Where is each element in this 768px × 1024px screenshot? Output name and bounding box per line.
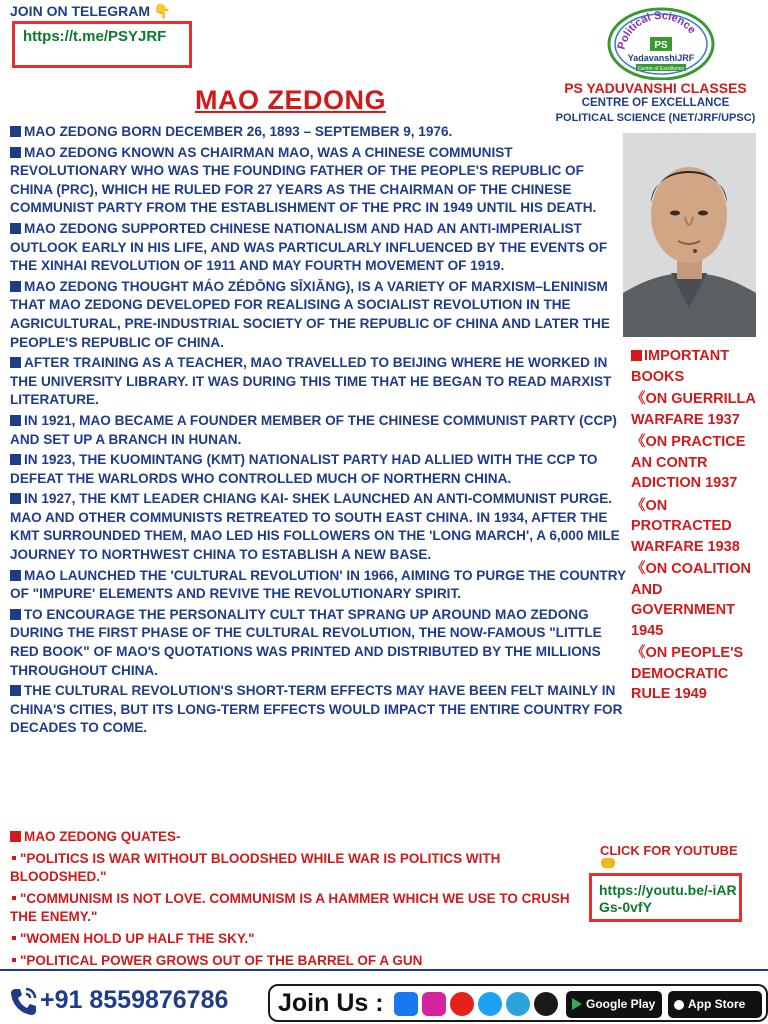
play-icon xyxy=(571,997,583,1011)
page-title: MAO ZEDONG xyxy=(195,85,386,115)
instagram-icon[interactable] xyxy=(422,992,446,1016)
book-item: 《ON GUERRILLA WARFARE 1937 xyxy=(631,391,756,428)
paragraph: MAO ZEDONG THOUGHT MÁO ZÉDŌNG SĪXIĂNG), IS A VARIETY OF MARXISM–LENINISM THAT MAO ZEDONG DEVELOPED FOR REALISING A SOCIALIST REVOLUTION IN THE AGRICULTURAL, PRE-INDUSTRIAL SOCIETY OF THE REPUBLIC OF CHINA AND LATER THE PEOPLE'S REPUBLIC OF CHINA. xyxy=(10,278,610,350)
facebook-icon[interactable] xyxy=(394,992,418,1016)
square-bullet-icon xyxy=(10,831,21,842)
footer xyxy=(0,980,768,1024)
telegram-label: JOIN ON TELEGRAM 👇 xyxy=(10,3,172,19)
books-heading: IMPORTANT BOOKS xyxy=(631,348,730,385)
square-bullet-icon xyxy=(10,493,21,504)
square-bullet-icon xyxy=(10,570,21,581)
book-item: 《ON COALITION AND GOVERNMENT 1945 xyxy=(631,561,752,639)
square-bullet-icon xyxy=(10,609,21,620)
paragraph: IN 1927, THE KMT LEADER CHIANG KAI- SHEK LAUNCHED AN ANTI-COMMUNIST PURGE. MAO AND OTHER COMMUNISTS RETREATED TO SOUTH EAST CHINA. IN 1934, AFTER THE KMT SURROUNDED THEM, MAO LED HIS FOLLOWERS ON THE 'LONG MARCH', A 6,000 MILE JOURNEY TO NORTHWEST CHINA TO ESTABLISH A NEW BASE. xyxy=(10,491,620,563)
join-us-bar xyxy=(268,984,768,1022)
pointing-down-icon xyxy=(601,858,615,868)
logo-tagline: Centre of Excellence xyxy=(637,66,685,72)
youtube-label: CLICK FOR YOUTUBE xyxy=(600,843,738,858)
square-bullet-icon xyxy=(10,685,21,696)
footer-divider xyxy=(0,969,768,971)
square-bullet-icon xyxy=(10,415,21,426)
paragraph: THE CULTURAL REVOLUTION'S SHORT-TERM EFFECTS MAY HAVE BEEN FELT MAINLY IN CHINA'S CITIES, BUT ITS LONG-TERM EFFECTS WOULD IMPACT THE ENTIRE COUNTRY FOR DECADES TO COME. xyxy=(10,683,623,736)
paragraph: MAO ZEDONG SUPPORTED CHINESE NATIONALISM AND HAD AN ANTI-IMPERIALIST OUTLOOK EARLY IN HIS LIFE, AND WAS PARTICULARLY INFLUENCED BY THE EVENTS OF THE XINHAI REVOLUTION OF 1911 AND MAY FOURTH MOVEMENT OF 1919. xyxy=(10,220,608,274)
paragraph: TO ENCOURAGE THE PERSONALITY CULT THAT SPRANG UP AROUND MAO ZEDONG DURING THE FIRST PHASE OF THE CULTURAL REVOLUTION, THE NOW-FAMOUS "LITTLE RED BOOK" OF MAO'S QUOTATIONS WAS PRINTED AND DISTRIBUTED BY THE MILLIONS THROUGHOUT CHINA. xyxy=(10,606,602,678)
square-bullet-icon xyxy=(10,454,21,465)
phone-icon xyxy=(8,985,38,1017)
paragraph: IN 1921, MAO BECAME A FOUNDER MEMBER OF THE CHINESE COMMUNIST PARTY (CCP) AND SET UP A BRANCH IN HUNAN. xyxy=(10,412,617,447)
phone-number[interactable]: +91 8559876786 xyxy=(40,986,229,1014)
book-item: 《ON PEOPLE'S DEMOCRATIC RULE 1949 xyxy=(631,645,744,702)
app-store-badge[interactable]: App Store xyxy=(668,991,762,1018)
quote-item: "COMMUNISM IS NOT LOVE. COMMUNISM IS A HAMMER WHICH WE USE TO CRUSH THE ENEMY." xyxy=(10,891,570,924)
web-icon[interactable] xyxy=(534,992,558,1016)
telegram-link[interactable]: https://t.me/PSYJRF xyxy=(23,28,167,45)
square-bullet-icon xyxy=(10,126,21,137)
quote-item: "WOMEN HOLD UP HALF THE SKY." xyxy=(10,930,590,948)
paragraph: MAO ZEDONG KNOWN AS CHAIRMAN MAO, WAS A CHINESE COMMUNIST REVOLUTIONARY WHO WAS THE FOUNDING FATHER OF THE PEOPLE'S REPUBLIC OF CHINA (PRC), WHICH HE RULED FOR 27 YEARS AS THE CHAIRMAN OF THE CHINESE COMMUNIST PARTY FROM THE ESTABLISHMENT OF THE PRC IN 1949 UNTIL HIS DEATH. xyxy=(10,144,597,216)
dot-bullet-icon xyxy=(12,856,16,860)
apple-icon xyxy=(673,997,685,1011)
mao-portrait xyxy=(623,133,756,337)
youtube-link[interactable]: https://youtu.be/-iARGs-0vfY xyxy=(599,882,737,915)
book-item: 《ON PRACTICE AN CONTR ADICTION 1937 xyxy=(631,434,746,491)
square-bullet-icon xyxy=(10,223,21,234)
youtube-icon[interactable] xyxy=(450,992,474,1016)
main-content xyxy=(10,123,626,740)
telegram-link-box[interactable] xyxy=(12,21,192,68)
logo-initials: PS xyxy=(654,40,668,51)
dot-bullet-icon xyxy=(12,896,16,900)
logo-arc-text: Political Science xyxy=(615,9,698,51)
org-subtitle: CENTRE OF EXCELLANCE xyxy=(581,97,730,109)
important-books xyxy=(631,346,767,705)
org-name: PS YADUVANSHI CLASSES xyxy=(564,80,747,96)
paragraph: MAO LAUNCHED THE 'CULTURAL REVOLUTION' IN 1966, AIMING TO PURGE THE COUNTRY OF "IMPURE' ELEMENTS AND REVIVE THE REVOLUTIONARY SPIRIT. xyxy=(10,567,626,602)
square-bullet-icon xyxy=(10,147,21,158)
quote-item: "POLITICS IS WAR WITHOUT BLOODSHED WHILE WAR IS POLITICS WITH BLOODSHED." xyxy=(10,851,501,884)
pointing-down-icon: 👇 xyxy=(153,3,172,19)
square-bullet-icon xyxy=(10,357,21,368)
google-play-badge[interactable]: Google Play xyxy=(566,991,662,1018)
dot-bullet-icon xyxy=(12,936,16,940)
org-department: POLITICAL SCIENCE (NET/JRF/UPSC) xyxy=(555,112,756,124)
youtube-link-box[interactable] xyxy=(589,873,742,922)
paragraph: AFTER TRAINING AS A TEACHER, MAO TRAVELLED TO BEIJING WHERE HE WORKED IN THE UNIVERSITY LIBRARY. IT WAS DURING THIS TIME THAT HE BEGAN TO READ MARXIST LITERATURE. xyxy=(10,355,612,408)
square-bullet-icon xyxy=(631,350,642,361)
book-item: 《ON PROTRACTED WARFARE 1938 xyxy=(631,497,740,555)
dot-bullet-icon xyxy=(12,958,16,962)
square-bullet-icon xyxy=(10,281,21,292)
telegram-icon[interactable] xyxy=(506,992,530,1016)
quote-item: "POLITICAL POWER GROWS OUT OF THE BARREL OF A GUN xyxy=(10,952,590,970)
ps-logo xyxy=(606,4,716,80)
twitter-icon[interactable] xyxy=(478,992,502,1016)
join-us-label: Join Us : xyxy=(278,989,384,1017)
quotes-heading: MAO ZEDONG QUATES- xyxy=(10,828,590,846)
paragraph: MAO ZEDONG BORN DECEMBER 26, 1893 – SEPTEMBER 9, 1976. xyxy=(10,123,626,142)
quotes-section xyxy=(10,828,590,974)
logo-brand: YadavanshiJRF xyxy=(627,53,695,63)
paragraph: IN 1923, THE KUOMINTANG (KMT) NATIONALIST PARTY HAD ALLIED WITH THE CCP TO DEFEAT THE WARLORDS WHO CONTROLLED MUCH OF NORTHERN CHINA. xyxy=(10,452,598,486)
